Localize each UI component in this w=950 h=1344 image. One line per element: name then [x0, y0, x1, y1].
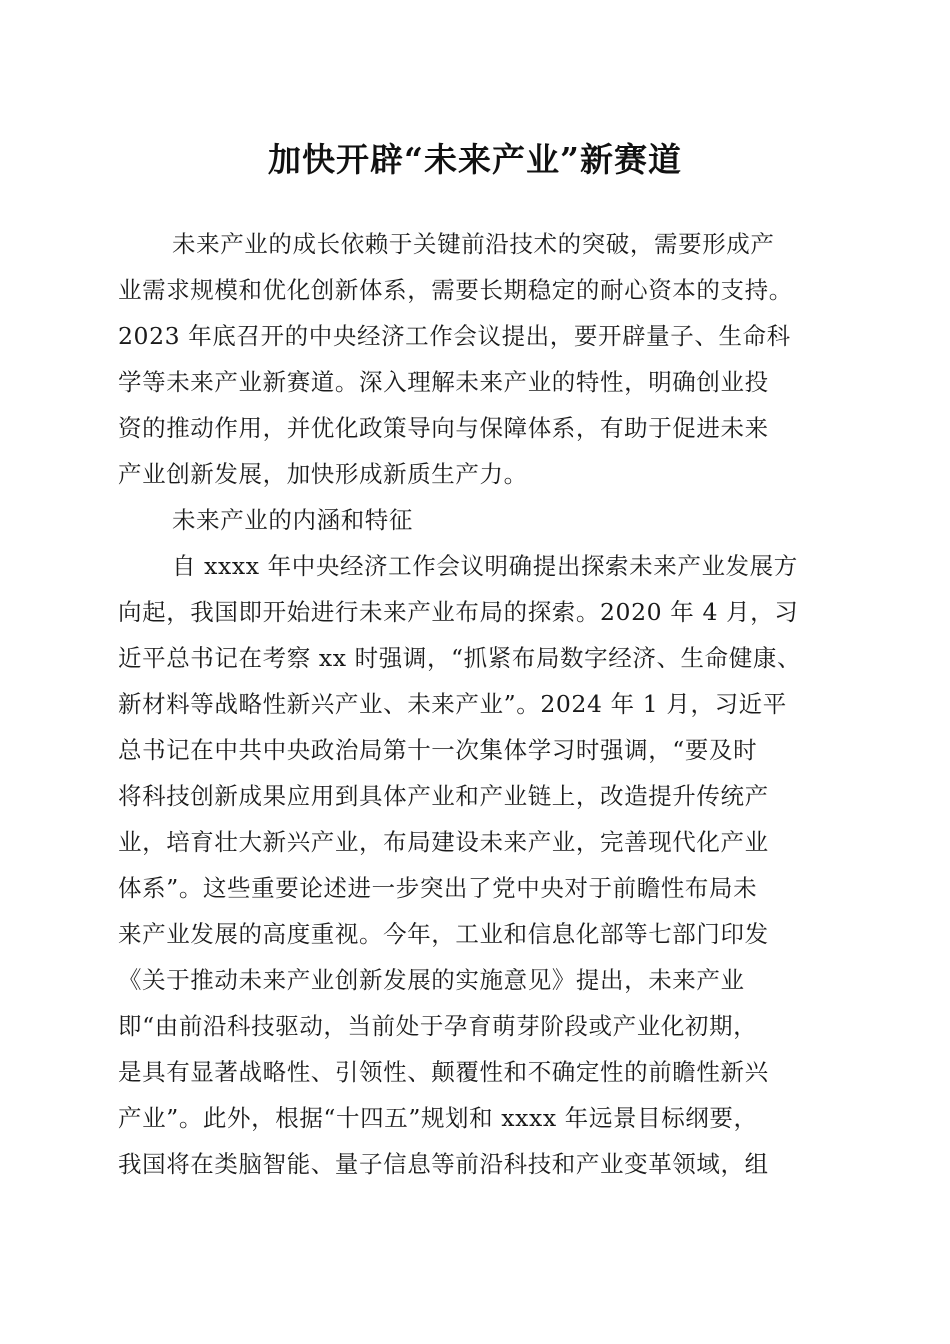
paragraph-line: 未来产业的成长依赖于关键前沿技术的突破，需要形成产	[172, 230, 775, 258]
paragraph-line: 业，培育壮大新兴产业，布局建设未来产业，完善现代化产业	[118, 828, 769, 856]
paragraph-line: 2023 年底召开的中央经济工作会议提出，要开辟量子、生命科	[118, 322, 791, 350]
paragraph-line: 是具有显著战略性、引领性、颠覆性和不确定性的前瞻性新兴	[118, 1058, 769, 1086]
paragraph-line: 产业创新发展，加快形成新质生产力。	[118, 460, 528, 488]
paragraph-line: 即“由前沿科技驱动，当前处于孕育萌芽阶段或产业化初期，	[118, 1012, 758, 1040]
paragraph-line: 产业”。此外，根据“十四五”规划和 xxxx 年远景目标纲要，	[118, 1104, 758, 1132]
paragraph-line: 近平总书记在考察 xx 时强调，“抓紧布局数字经济、生命健康、	[118, 644, 802, 672]
paragraph-line: 将科技创新成果应用到具体产业和产业链上，改造提升传统产	[118, 782, 769, 810]
paragraph-line: 总书记在中共中央政治局第十一次集体学习时强调，“要及时	[118, 736, 758, 764]
paragraph-line: 《关于推动未来产业创新发展的实施意见》提出，未来产业	[118, 966, 745, 994]
paragraph-line: 自 xxxx 年中央经济工作会议明确提出探索未来产业发展方	[172, 552, 798, 580]
paragraph-line: 我国将在类脑智能、量子信息等前沿科技和产业变革领域，组	[118, 1150, 769, 1178]
paragraph-line: 来产业发展的高度重视。今年，工业和信息化部等七部门印发	[118, 920, 769, 948]
paragraph-line: 业需求规模和优化创新体系，需要长期稳定的耐心资本的支持。	[118, 276, 793, 304]
document-title: 加快开辟“未来产业”新赛道	[268, 140, 682, 179]
paragraph-line: 体系”。这些重要论述进一步突出了党中央对于前瞻性布局未	[118, 874, 758, 902]
paragraph-line: 向起，我国即开始进行未来产业布局的探索。2020 年 4 月，习	[118, 598, 799, 626]
paragraph-line: 学等未来产业新赛道。深入理解未来产业的特性，明确创业投	[118, 368, 769, 396]
section-heading: 未来产业的内涵和特征	[172, 506, 413, 534]
paragraph-line: 资的推动作用，并优化政策导向与保障体系，有助于促进未来	[118, 414, 769, 442]
paragraph-line: 新材料等战略性新兴产业、未来产业”。2024 年 1 月，习近平	[118, 690, 787, 718]
